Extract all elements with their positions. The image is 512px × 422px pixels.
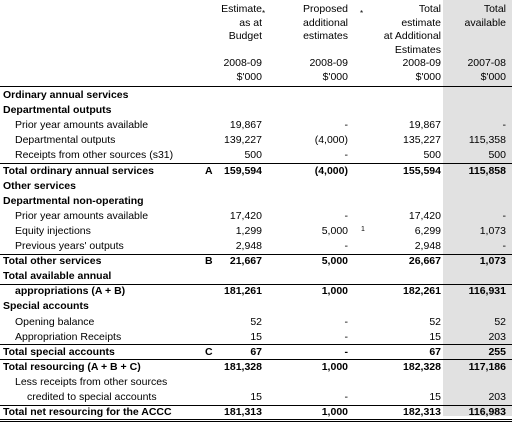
header-line	[465, 30, 506, 44]
row-marker: B	[205, 255, 213, 268]
cell-value: 5,000	[321, 255, 348, 268]
column-header-total-estimate-at-additional-estimates	[384, 3, 441, 81]
cell-value: -	[344, 240, 348, 252]
header-line: estimate	[401, 16, 441, 29]
header-unit: $'000	[322, 70, 348, 83]
table-row	[0, 194, 512, 209]
cell-value: 181,313	[224, 406, 262, 419]
header-line: additional	[303, 16, 348, 29]
cell-value: -	[344, 149, 348, 162]
cell-value: 21,667	[229, 255, 262, 268]
header-rule	[0, 86, 512, 87]
row-label: Special accounts	[3, 300, 89, 313]
header-line: Estimate	[221, 3, 262, 15]
table-row	[0, 284, 512, 299]
row-label: Appropriation Receipts	[15, 330, 122, 343]
header-line: estimates	[303, 30, 348, 42]
total-rule	[0, 405, 512, 406]
cell-value: 117,186	[468, 360, 506, 373]
total-rule	[0, 344, 512, 345]
bottom-rule	[0, 419, 512, 420]
table-row	[0, 405, 512, 420]
table-row	[0, 118, 512, 133]
cell-value: 52	[429, 315, 441, 328]
table-row	[0, 269, 512, 284]
header-year: 2008-09	[402, 57, 441, 69]
cell-value: 500	[488, 149, 506, 162]
row-label: Equity injections	[15, 224, 91, 237]
cell-value: 15	[429, 330, 441, 343]
header-line	[303, 44, 348, 58]
cell-value: 500	[423, 149, 441, 162]
total-rule	[0, 284, 512, 285]
row-label: Opening balance	[15, 315, 95, 328]
header-year: 2008-09	[309, 57, 348, 69]
row-label: Other services	[3, 179, 76, 192]
cell-value: 15	[250, 330, 262, 343]
table-row	[0, 103, 512, 118]
cell-value: 116,983	[468, 406, 506, 419]
table-row	[0, 239, 512, 254]
cell-value: -	[502, 240, 506, 252]
cell-value: 52	[250, 315, 262, 328]
row-label: Prior year amounts available	[15, 209, 149, 222]
cell-value: 15	[250, 391, 262, 403]
row-label: Prior year amounts available	[15, 119, 149, 132]
total-rule	[0, 359, 512, 360]
table-row	[0, 209, 512, 224]
cell-value: 67	[429, 345, 441, 358]
cell-value: 5,000	[321, 224, 348, 237]
cell-value: (4,000)	[314, 164, 348, 177]
row-label: Departmental outputs	[3, 104, 112, 117]
total-rule	[0, 163, 512, 164]
cell-value: 116,931	[468, 285, 506, 298]
cell-value: 139,227	[224, 134, 262, 147]
row-label: Total available annual	[3, 270, 112, 283]
header-line: Proposed	[303, 3, 348, 15]
cell-value: 2,948	[235, 240, 262, 252]
row-label: Departmental non-operating	[3, 194, 144, 207]
cell-value: 135,227	[403, 134, 441, 147]
table-row	[0, 224, 512, 239]
row-label: Total net resourcing for the ACCC	[3, 406, 172, 419]
cell-value: 17,420	[408, 209, 441, 222]
header-unit: $'000	[480, 70, 506, 83]
cell-value: 155,594	[403, 164, 441, 177]
cell-value: -	[344, 209, 348, 222]
header-line	[465, 44, 506, 58]
table-row	[0, 299, 512, 314]
header-line: Estimates	[394, 43, 441, 56]
cell-value: -	[344, 391, 348, 403]
header-line: Total	[418, 3, 441, 15]
row-label: Total special accounts	[3, 345, 115, 358]
row-marker: A	[205, 164, 213, 177]
table-row	[0, 390, 512, 405]
row-label: Total ordinary annual services	[3, 164, 154, 177]
cell-value: 159,594	[224, 164, 262, 177]
cell-value: 1,000	[321, 285, 348, 298]
table-row	[0, 254, 512, 269]
total-rule	[0, 254, 512, 255]
cell-value: 182,313	[403, 406, 441, 419]
header-line: Total	[483, 3, 506, 15]
cell-value: 182,328	[403, 360, 441, 373]
row-label: Previous years' outputs	[15, 240, 124, 252]
row-label: Less receipts from other sources	[15, 375, 168, 388]
footnote-marker: 1	[361, 225, 365, 233]
header-line: as at	[239, 16, 262, 29]
row-marker: C	[205, 345, 213, 358]
column-header-proposed-additional-estimates	[303, 3, 348, 81]
column-header-estimate-at-budget	[221, 3, 262, 81]
column-header-total-available	[465, 3, 506, 81]
cell-value: 15	[429, 391, 441, 403]
row-label: credited to special accounts	[27, 391, 157, 403]
cell-value: -	[344, 330, 348, 343]
row-label: Departmental outputs	[15, 134, 116, 147]
cell-value: 1,000	[321, 406, 348, 419]
row-label: appropriations (A + B)	[15, 285, 126, 298]
cell-value: -	[344, 345, 348, 358]
header-unit: $'000	[236, 70, 262, 83]
cell-value: -	[344, 119, 348, 132]
table-row	[0, 88, 512, 103]
cell-value: 500	[244, 149, 262, 162]
cell-value: 115,358	[468, 134, 506, 147]
cell-value: 1,000	[321, 360, 348, 373]
table-row	[0, 133, 512, 148]
table-row	[0, 179, 512, 194]
cell-value: 67	[250, 345, 262, 358]
header-line: available	[464, 16, 506, 29]
table-row	[0, 345, 512, 360]
cell-value: -	[502, 209, 506, 222]
cell-value: 2,948	[414, 240, 441, 252]
cell-value: 6,299	[414, 224, 441, 237]
header-asterisk: *	[360, 9, 364, 18]
cell-value: 1,073	[479, 255, 506, 268]
cell-value: 182,261	[403, 285, 441, 298]
table-row	[0, 330, 512, 345]
header-line: at Additional	[383, 30, 441, 42]
cell-value: 1,073	[479, 224, 506, 237]
cell-value: (4,000)	[314, 134, 348, 147]
cell-value: 26,667	[408, 255, 441, 268]
header-line	[221, 44, 262, 58]
table-row	[0, 164, 512, 179]
table-row	[0, 360, 512, 375]
row-label: Total other services	[3, 255, 102, 268]
row-label: Receipts from other sources (s31)	[15, 149, 174, 162]
cell-value: 203	[488, 391, 506, 403]
cell-value: 1,299	[235, 224, 262, 237]
table-row	[0, 148, 512, 163]
header-asterisk: *	[262, 9, 266, 18]
header-line: Budget	[228, 30, 262, 42]
row-label: Ordinary annual services	[3, 89, 129, 101]
cell-value: -	[502, 119, 506, 132]
cell-value: 52	[494, 315, 506, 328]
cell-value: 19,867	[408, 119, 441, 132]
cell-value: 203	[488, 330, 506, 343]
table-row	[0, 315, 512, 330]
cell-value: 115,858	[468, 164, 506, 177]
cell-value: -	[344, 315, 348, 328]
cell-value: 17,420	[229, 209, 262, 222]
cell-value: 19,867	[229, 119, 262, 132]
header-unit: $'000	[415, 70, 441, 83]
table-row	[0, 375, 512, 390]
cell-value: 181,261	[224, 285, 262, 298]
row-label: Total resourcing (A + B + C)	[3, 360, 141, 373]
header-year: 2008-09	[223, 57, 262, 69]
header-year: 2007-08	[467, 57, 506, 69]
cell-value: 255	[488, 345, 506, 358]
cell-value: 181,328	[224, 360, 262, 373]
